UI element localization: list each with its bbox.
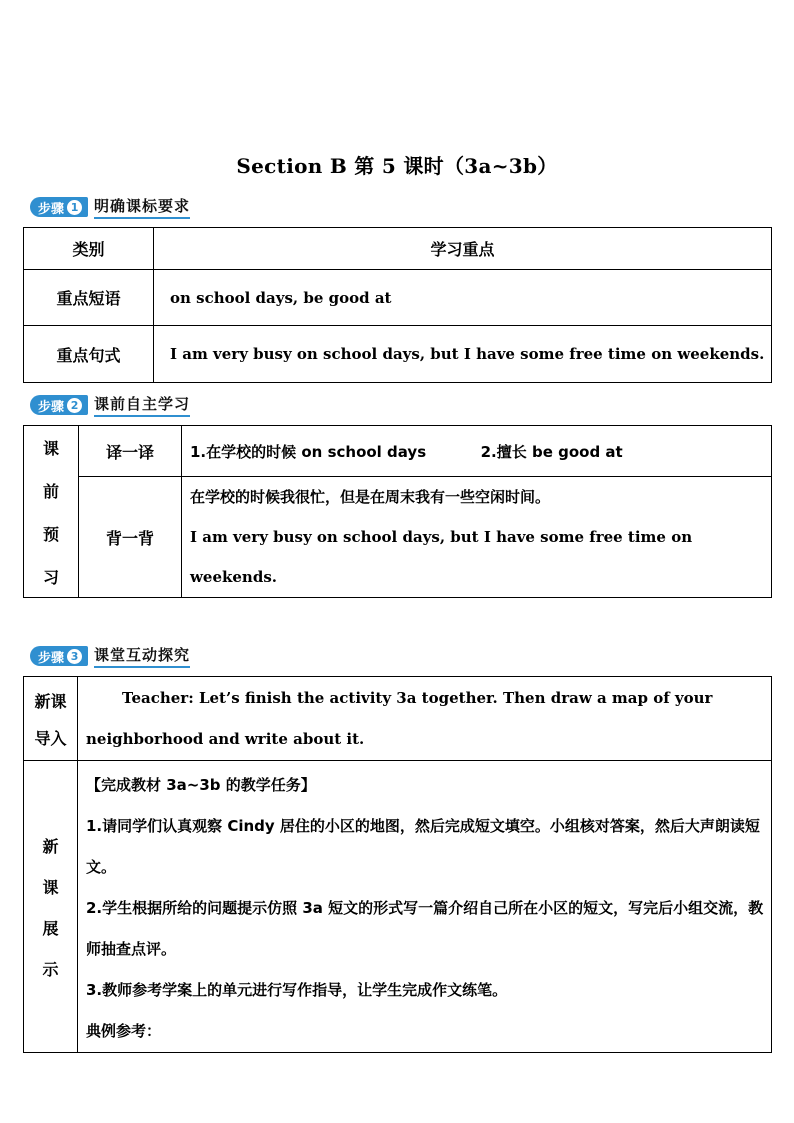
- step-badge: [30, 646, 88, 666]
- step-badge-text: 步骤: [38, 201, 65, 217]
- table-row: [24, 761, 772, 1053]
- step-label: 课堂互动探究: [94, 644, 190, 668]
- step-2-header: [30, 394, 190, 416]
- step-label: 明确课标要求: [94, 195, 190, 219]
- side-text: 导入: [34, 728, 67, 748]
- header-category: 类别: [24, 228, 154, 270]
- side-text: 新课: [34, 691, 67, 711]
- row-content: I am very busy on school days, but I have some free time on weekends.: [154, 326, 772, 383]
- side-char: 课: [42, 438, 59, 458]
- task-heading: 【完成教材 3a~3b 的教学任务】: [86, 776, 316, 794]
- table-header-row: [24, 228, 772, 270]
- side-char: 预: [42, 524, 59, 544]
- recite-en: I am very busy on school days, but I have some free time on weekends.: [190, 528, 693, 586]
- preview-table: [23, 425, 772, 598]
- step-1-header: [30, 196, 190, 218]
- table-row: [24, 426, 772, 477]
- translate-label: 译一译: [79, 426, 182, 477]
- table-row: [24, 326, 772, 383]
- task-item: 2.学生根据所给的问题提示仿照 3a 短文的形式写一篇介绍自己所在小区的短文，写完后小组交流，教师抽查点评。: [86, 899, 764, 958]
- step-label: 课前自主学习: [94, 393, 190, 417]
- table-row: [24, 677, 772, 761]
- step-3-header: [30, 645, 190, 667]
- row-category: 重点句式: [24, 326, 154, 383]
- step-number-circle: 1: [67, 200, 82, 215]
- side-char: 展: [42, 918, 59, 938]
- header-focus: 学习重点: [154, 228, 772, 270]
- task-item: 3.教师参考学案上的单元进行写作指导，让学生完成作文练笔。: [86, 981, 508, 999]
- table-row: [24, 270, 772, 326]
- table-row: [24, 477, 772, 598]
- show-content: [78, 761, 772, 1053]
- recite-label: 背一背: [79, 477, 182, 598]
- side-char: 前: [42, 481, 59, 501]
- side-char: 习: [42, 567, 59, 587]
- side-char: 新: [42, 836, 59, 856]
- recite-cn: 在学校的时候我很忙，但是在周末我有一些空闲时间。: [190, 488, 551, 506]
- example-label: 典例参考：: [86, 1022, 162, 1040]
- classroom-table: [23, 676, 772, 1053]
- page-title: Section B 第 5 课时（3a~3b）: [236, 154, 558, 178]
- step-badge-text: 步骤: [38, 399, 65, 415]
- side-char: 示: [42, 959, 59, 979]
- task-item: 1.请同学们认真观察 Cindy 居住的小区的地图，然后完成短文填空。小组核对答案，然后大声朗读短文。: [86, 817, 760, 876]
- step-number-circle: 3: [67, 649, 82, 664]
- preview-side-cell: [24, 426, 79, 598]
- intro-text: Teacher: Let’s finish the activity 3a together. Then draw a map of your neighborhood and write about it.: [78, 677, 772, 761]
- recite-content: [182, 477, 772, 598]
- step-badge: [30, 395, 88, 415]
- step-badge-text: 步骤: [38, 650, 65, 666]
- translate-item-1: 1.在学校的时候 on school days: [190, 442, 427, 461]
- curriculum-table: [23, 227, 772, 383]
- row-category: 重点短语: [24, 270, 154, 326]
- step-number-circle: 2: [67, 398, 82, 413]
- show-side-cell: [24, 761, 78, 1053]
- step-badge: [30, 197, 88, 217]
- intro-side-cell: [24, 677, 78, 761]
- translate-item-2: 2.擅长 be good at: [480, 442, 623, 461]
- row-content: on school days, be good at: [154, 270, 772, 326]
- side-char: 课: [42, 877, 59, 897]
- translate-content: [182, 426, 772, 477]
